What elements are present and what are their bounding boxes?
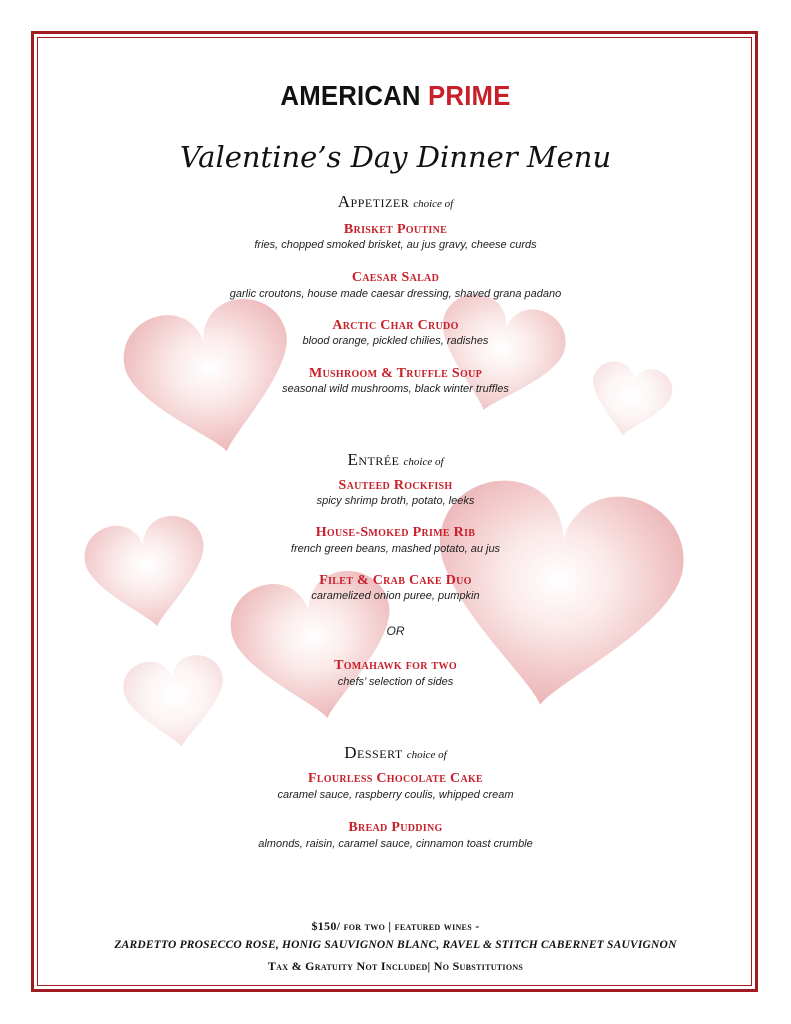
brand-word-1: AMERICAN	[280, 80, 421, 111]
dish-name: Brisket Poutine	[343, 222, 448, 237]
dish-desc: spicy shrimp broth, potato, leeks	[316, 495, 475, 507]
dish-name: House-Smoked Prime Rib	[315, 525, 476, 540]
section-entree	[0, 450, 791, 470]
dish-desc: almonds, raisin, caramel sauce, cinnamon toast crumble	[258, 838, 533, 850]
or-separator: OR	[386, 624, 405, 638]
dish-name: Bread Pudding	[348, 820, 443, 835]
brand-logo	[32, 80, 760, 112]
dish-desc: garlic croutons, house made caesar dressing, shaved grana padano	[229, 288, 562, 300]
section-label: Appetizer	[337, 192, 410, 211]
menu-title: Valentine’s Day Dinner Menu	[179, 140, 612, 174]
footer-note: Tax & Gratuity Not Included| No Substitutions	[267, 959, 524, 973]
section-sub: choice of	[413, 198, 454, 210]
dish-desc: caramelized onion puree, pumpkin	[311, 590, 480, 602]
dish-name: Tomahawk for two	[334, 658, 457, 673]
section-dessert	[0, 743, 791, 763]
dish-desc: blood orange, pickled chilies, radishes	[302, 335, 489, 347]
dish-name: Arctic Char Crudo	[332, 318, 459, 333]
dish-desc: french green beans, mashed potato, au jus	[290, 543, 501, 555]
dish-name: Flourless Chocolate Cake	[307, 771, 484, 786]
price-line: $150/ for two | featured wines -	[311, 919, 480, 933]
dish-name: Caesar Salad	[351, 270, 440, 285]
section-label: Dessert	[344, 743, 403, 762]
featured-wines: ZARDETTO PROSECCO ROSE, HONIG SAUVIGNON BLANC, RAVEL & STITCH CABERNET SAUVIGNON	[114, 939, 677, 951]
dish-name: Sauteed Rockfish	[338, 478, 453, 493]
section-appetizer	[0, 192, 791, 212]
section-sub: choice of	[406, 749, 447, 761]
dish-desc: seasonal wild mushrooms, black winter truffles	[282, 383, 509, 395]
dish-name: Filet & Crab Cake Duo	[319, 573, 472, 588]
dish-desc: chefs’ selection of sides	[337, 676, 454, 688]
section-label: Entrée	[347, 450, 400, 469]
dish-desc: fries, chopped smoked brisket, au jus gravy, cheese curds	[254, 239, 537, 251]
brand-word-2: PRIME	[428, 80, 511, 111]
dish-name: Mushroom & Truffle Soup	[308, 366, 483, 381]
dish-desc: caramel sauce, raspberry coulis, whipped cream	[277, 789, 514, 801]
section-sub: choice of	[403, 456, 444, 468]
